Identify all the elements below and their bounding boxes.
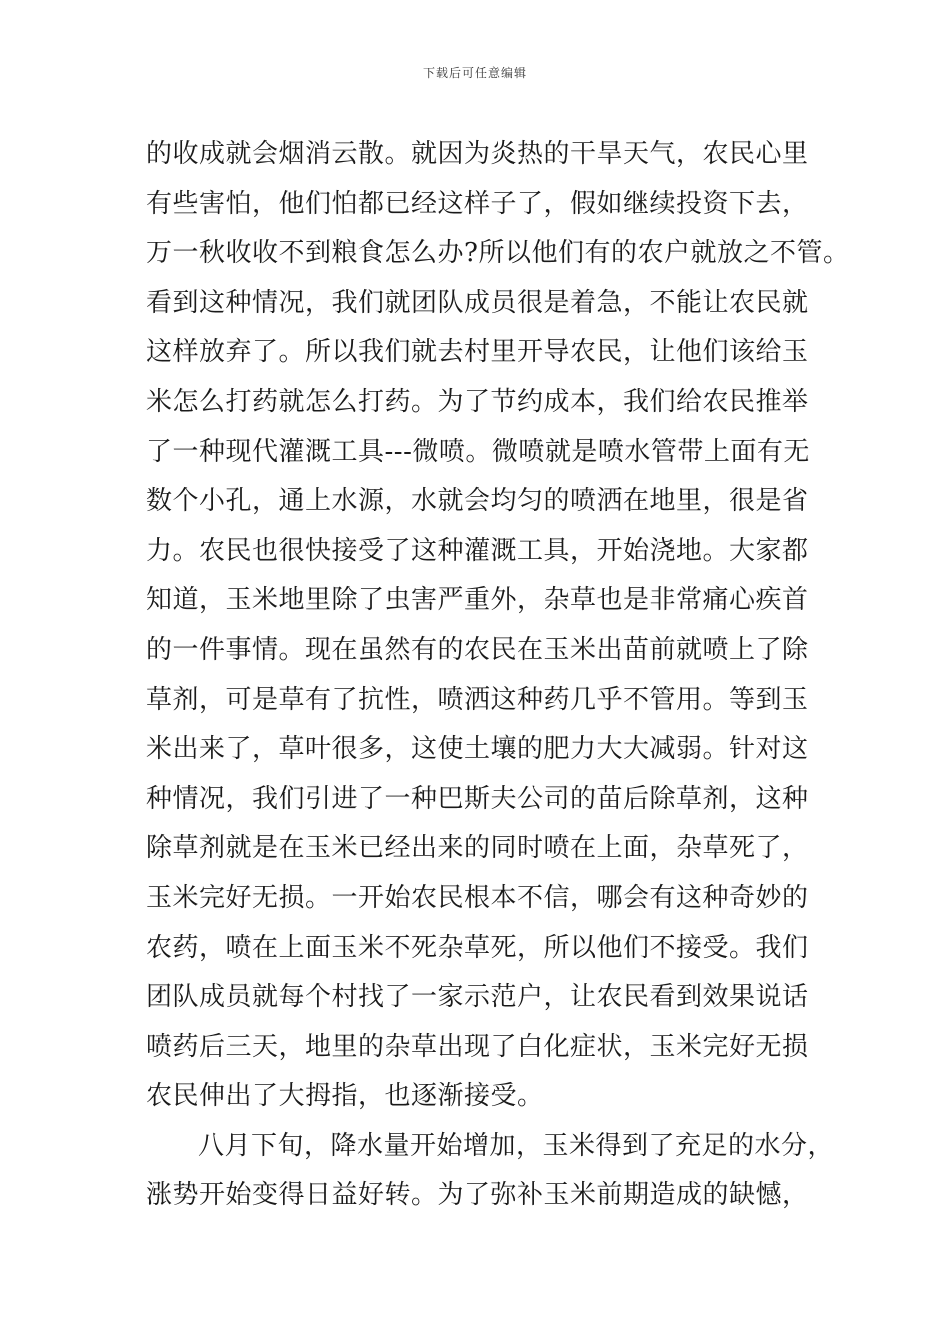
- document-body: [146, 130, 850, 1221]
- text-line: 万一秋收收不到粮食怎么办?所以他们有的农户就放之不管。: [146, 238, 850, 269]
- text-line: 了一种现代灌溉工具---微喷。微喷就是喷水管带上面有无: [146, 436, 810, 467]
- text-line: 喷药后三天，地里的杂草出现了白化症状，玉米完好无损: [146, 1031, 809, 1062]
- text-line: 力。农民也很快接受了这种灌溉工具，开始浇地。大家都: [146, 535, 809, 566]
- text-line: 这样放弃了。所以我们就去村里开导农民，让他们该给玉: [146, 337, 809, 368]
- page-header: 下载后可任意编辑: [422, 66, 527, 80]
- text-line: 农民伸出了大拇指，也逐渐接受。: [146, 1081, 544, 1112]
- paragraph-start-line: 八月下旬，降水量开始增加，玉米得到了充足的水分，: [198, 1130, 835, 1161]
- text-line: 种情况，我们引进了一种巴斯夫公司的苗后除草剂，这种: [146, 783, 809, 814]
- text-line: 数个小孔，通上水源，水就会均匀的喷洒在地里，很是省: [146, 486, 809, 517]
- text-line: 的收成就会烟消云散。就因为炎热的干旱天气，农民心里: [146, 139, 809, 169]
- text-line: 草剂，可是草有了抗性，喷洒这种药几乎不管用。等到玉: [146, 684, 809, 715]
- text-line: 团队成员就每个村找了一家示范户，让农民看到效果说话: [146, 982, 809, 1013]
- text-line: 有些害怕，他们怕都已经这样子了，假如继续投资下去，: [146, 188, 809, 219]
- text-line: 看到这种情况，我们就团队成员很是着急，不能让农民就: [146, 287, 809, 318]
- text-line: 玉米完好无损。一开始农民根本不信，哪会有这种奇妙的: [146, 882, 809, 913]
- text-line: 除草剂就是在玉米已经出来的同时喷在上面，杂草死了，: [146, 833, 809, 864]
- text-line: 米出来了，草叶很多，这使土壤的肥力大大减弱。针对这: [146, 734, 809, 765]
- text-line: 米怎么打药就怎么打药。为了节约成本，我们给农民推举: [146, 386, 809, 417]
- text-line: 知道，玉米地里除了虫害严重外，杂草也是非常痛心疾首: [146, 585, 809, 616]
- text-line: 的一件事情。现在虽然有的农民在玉米出苗前就喷上了除: [146, 634, 809, 665]
- text-line: 涨势开始变得日益好转。为了弥补玉米前期造成的缺憾，: [146, 1180, 809, 1211]
- text-line: 农药，喷在上面玉米不死杂草死，所以他们不接受。我们: [146, 932, 809, 963]
